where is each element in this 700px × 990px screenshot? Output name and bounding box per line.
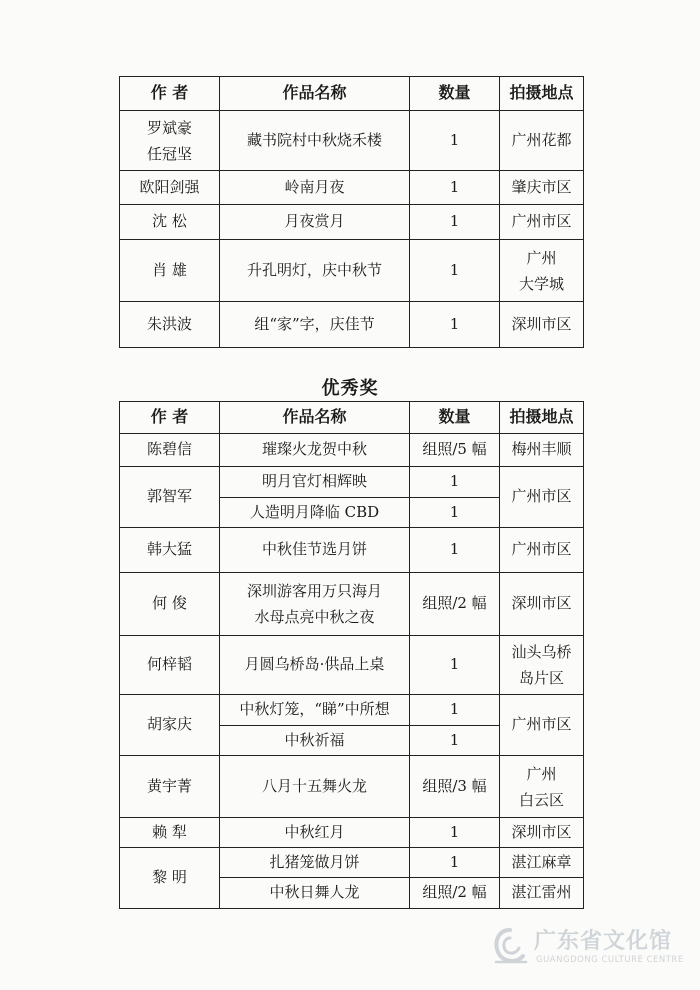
location-cell: 广州市区 <box>500 467 584 528</box>
table-row <box>120 205 584 240</box>
header-location: 拍摄地点 <box>500 402 584 434</box>
author-name: 罗斌豪 <box>146 118 192 137</box>
author-cell: 赖 犁 <box>120 818 220 848</box>
count-cell: 1 <box>410 171 500 205</box>
count-cell: 1 <box>410 528 500 573</box>
count-cell: 1 <box>410 302 500 348</box>
title-cell: 八月十五舞火龙 <box>220 756 410 818</box>
logo-text-cn: 广东省文化馆 <box>534 929 673 954</box>
header-author: 作 者 <box>120 77 220 111</box>
author-name: 任冠坚 <box>146 144 192 163</box>
culture-centre-logo-icon <box>490 924 530 968</box>
location-cell: 肇庆市区 <box>500 171 584 205</box>
count-cell: 1 <box>410 726 500 756</box>
count-cell: 组照/5 幅 <box>410 434 500 467</box>
count-cell: 组照/3 幅 <box>410 756 500 818</box>
count-cell: 1 <box>410 205 500 240</box>
table-row <box>120 467 584 498</box>
location-cell: 广州市区 <box>500 528 584 573</box>
table-row <box>120 848 584 878</box>
table-row <box>120 171 584 205</box>
table-row <box>120 240 584 302</box>
location-cell: 深圳市区 <box>500 818 584 848</box>
location-line: 白云区 <box>518 790 564 809</box>
header-location: 拍摄地点 <box>500 77 584 111</box>
author-cell: 朱洪波 <box>120 302 220 348</box>
title-cell: 升孔明灯，庆中秋节 <box>220 240 410 302</box>
location-line: 广州 <box>526 764 557 783</box>
title-cell <box>220 573 410 636</box>
title-cell: 中秋灯笼，“睇”中所想 <box>220 695 410 726</box>
author-cell: 黄宇菁 <box>120 756 220 818</box>
table-row <box>120 573 584 636</box>
table-row <box>120 302 584 348</box>
table-header-row <box>120 77 584 111</box>
author-cell <box>120 111 220 171</box>
table-row <box>120 756 584 818</box>
author-cell: 胡家庆 <box>120 695 220 756</box>
author-cell: 沈 松 <box>120 205 220 240</box>
count-cell: 1 <box>410 240 500 302</box>
awards-table-2 <box>119 401 584 909</box>
watermark-logo <box>490 920 690 980</box>
header-title: 作品名称 <box>220 402 410 434</box>
count-cell: 1 <box>410 848 500 878</box>
location-line: 大学城 <box>518 274 564 293</box>
title-cell: 璀璨火龙贺中秋 <box>220 434 410 467</box>
location-cell <box>500 636 584 695</box>
table-row <box>120 695 584 726</box>
count-cell: 1 <box>410 467 500 498</box>
author-cell: 陈碧信 <box>120 434 220 467</box>
header-count: 数量 <box>410 77 500 111</box>
header-count: 数量 <box>410 402 500 434</box>
location-cell: 深圳市区 <box>500 302 584 348</box>
title-line: 水母点亮中秋之夜 <box>254 608 375 626</box>
table-row <box>120 434 584 467</box>
author-cell: 黎 明 <box>120 848 220 909</box>
location-cell: 广州市区 <box>500 695 584 756</box>
author-cell: 韩大猛 <box>120 528 220 573</box>
table-header-row <box>120 402 584 434</box>
location-line: 汕头乌桥 <box>511 643 572 661</box>
location-line: 广州 <box>526 248 557 267</box>
header-title: 作品名称 <box>220 77 410 111</box>
count-cell: 组照/2 幅 <box>410 878 500 909</box>
count-cell: 1 <box>410 111 500 171</box>
location-cell: 广州花都 <box>500 111 584 171</box>
logo-text-en: GUANGDONG CULTURE CENTRE <box>536 955 684 965</box>
location-cell: 湛江雷州 <box>500 878 584 909</box>
count-cell: 1 <box>410 695 500 726</box>
author-cell: 何 俊 <box>120 573 220 636</box>
location-cell: 广州市区 <box>500 205 584 240</box>
header-author: 作 者 <box>120 402 220 434</box>
location-cell: 湛江麻章 <box>500 848 584 878</box>
title-cell: 人造明月降临 CBD <box>220 498 410 528</box>
title-cell: 中秋日舞人龙 <box>220 878 410 909</box>
count-cell: 组照/2 幅 <box>410 573 500 636</box>
count-cell: 1 <box>410 498 500 528</box>
location-cell <box>500 756 584 818</box>
title-cell: 明月官灯相辉映 <box>220 467 410 498</box>
author-cell: 郭智军 <box>120 467 220 528</box>
count-cell: 1 <box>410 636 500 695</box>
title-cell: 中秋佳节选月饼 <box>220 528 410 573</box>
table-row <box>120 636 584 695</box>
table-row <box>120 818 584 848</box>
location-cell: 梅州丰顺 <box>500 434 584 467</box>
location-line: 岛片区 <box>518 669 564 687</box>
table-row <box>120 111 584 171</box>
title-cell: 藏书院村中秋烧禾楼 <box>220 111 410 171</box>
title-cell: 扎猪笼做月饼 <box>220 848 410 878</box>
location-cell <box>500 240 584 302</box>
author-cell: 欧阳剑强 <box>120 171 220 205</box>
count-cell: 1 <box>410 818 500 848</box>
title-line: 深圳游客用万只海月 <box>246 582 382 600</box>
title-cell: 组“家”字，庆佳节 <box>220 302 410 348</box>
table-row <box>120 528 584 573</box>
author-cell: 肖 雄 <box>120 240 220 302</box>
author-cell: 何梓韬 <box>120 636 220 695</box>
title-cell: 中秋红月 <box>220 818 410 848</box>
location-cell: 深圳市区 <box>500 573 584 636</box>
title-cell: 中秋祈福 <box>220 726 410 756</box>
awards-table-1 <box>119 76 584 348</box>
title-cell: 月圆乌桥岛·供品上桌 <box>220 636 410 695</box>
title-cell: 岭南月夜 <box>220 171 410 205</box>
title-cell: 月夜赏月 <box>220 205 410 240</box>
section-title: 优秀奖 <box>321 378 379 399</box>
